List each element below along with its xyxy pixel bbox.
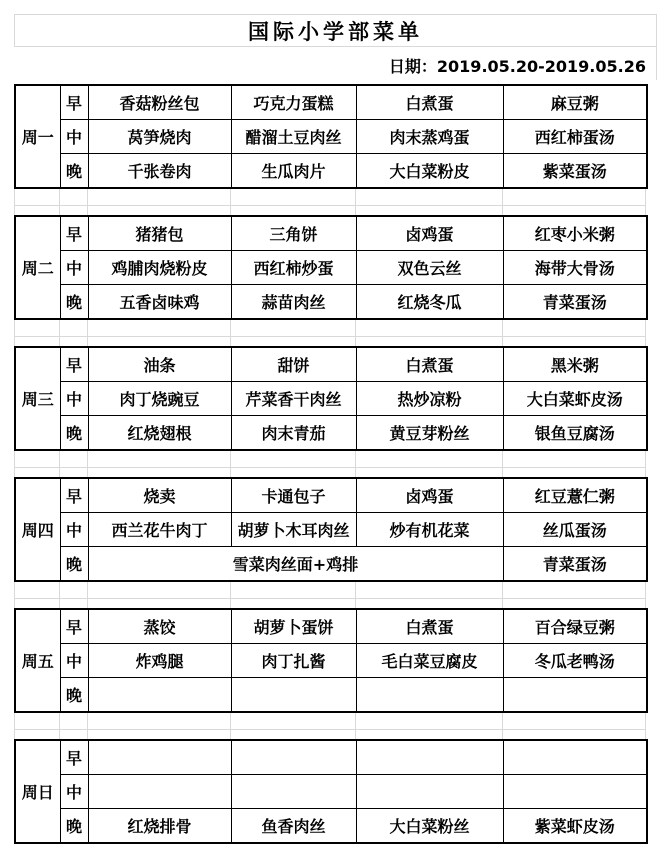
dish-cell: 冬瓜老鸭汤 bbox=[503, 644, 647, 678]
dish-cell bbox=[356, 678, 503, 713]
meal-label: 晚 bbox=[60, 285, 88, 320]
meal-label: 中 bbox=[60, 644, 88, 678]
dish-cell bbox=[231, 740, 356, 775]
dish-cell: 莴笋烧肉 bbox=[88, 120, 231, 154]
meal-label: 早 bbox=[60, 216, 88, 251]
dish-cell: 猪猪包 bbox=[88, 216, 231, 251]
block-gap bbox=[14, 582, 646, 608]
dish-cell: 热炒凉粉 bbox=[356, 382, 503, 416]
menu-row bbox=[15, 416, 647, 451]
menu-row bbox=[15, 216, 647, 251]
dish-cell: 红烧冬瓜 bbox=[356, 285, 503, 320]
menu-row bbox=[15, 609, 647, 644]
menu-table-area bbox=[14, 84, 646, 844]
dish-cell: 香菇粉丝包 bbox=[88, 85, 231, 120]
menu-row bbox=[15, 513, 647, 547]
dish-cell bbox=[88, 775, 231, 809]
menu-row bbox=[15, 154, 647, 189]
meal-label: 中 bbox=[60, 251, 88, 285]
dish-cell: 五香卤味鸡 bbox=[88, 285, 231, 320]
dish-cell: 紫菜虾皮汤 bbox=[503, 809, 647, 844]
dish-cell: 炒有机花菜 bbox=[356, 513, 503, 547]
dish-cell: 蒸饺 bbox=[88, 609, 231, 644]
dish-cell: 胡萝卜木耳肉丝 bbox=[231, 513, 356, 547]
dish-cell: 双色云丝 bbox=[356, 251, 503, 285]
meal-label: 晚 bbox=[60, 809, 88, 844]
dish-cell: 西兰花牛肉丁 bbox=[88, 513, 231, 547]
dish-cell: 紫菜蛋汤 bbox=[503, 154, 647, 189]
dish-cell: 巧克力蛋糕 bbox=[231, 85, 356, 120]
dish-cell: 油条 bbox=[88, 347, 231, 382]
menu-row bbox=[15, 740, 647, 775]
dish-cell: 千张卷肉 bbox=[88, 154, 231, 189]
dish-cell bbox=[356, 740, 503, 775]
dish-cell bbox=[231, 775, 356, 809]
dish-cell: 生瓜肉片 bbox=[231, 154, 356, 189]
dish-cell: 大白菜粉皮 bbox=[356, 154, 503, 189]
menu-row bbox=[15, 251, 647, 285]
dish-cell bbox=[503, 775, 647, 809]
dish-cell: 鸡脯肉烧粉皮 bbox=[88, 251, 231, 285]
menu-row bbox=[15, 775, 647, 809]
menu-row bbox=[15, 547, 647, 582]
dish-cell: 卤鸡蛋 bbox=[356, 216, 503, 251]
dish-cell: 黄豆芽粉丝 bbox=[356, 416, 503, 451]
dish-cell bbox=[356, 775, 503, 809]
block-gap bbox=[14, 189, 646, 215]
meal-label: 早 bbox=[60, 609, 88, 644]
menu-row bbox=[15, 644, 647, 678]
dish-cell: 白煮蛋 bbox=[356, 347, 503, 382]
dish-cell: 卡通包子 bbox=[231, 478, 356, 513]
meal-label: 早 bbox=[60, 347, 88, 382]
meal-label: 早 bbox=[60, 85, 88, 120]
menu-row bbox=[15, 285, 647, 320]
dish-cell: 红烧翅根 bbox=[88, 416, 231, 451]
day-label: 周日 bbox=[15, 740, 60, 843]
dish-cell: 白煮蛋 bbox=[356, 609, 503, 644]
dish-cell: 卤鸡蛋 bbox=[356, 478, 503, 513]
meal-label: 中 bbox=[60, 775, 88, 809]
day-label: 周一 bbox=[15, 85, 60, 188]
day-block-2 bbox=[14, 215, 648, 320]
meal-label: 晚 bbox=[60, 547, 88, 582]
dish-cell: 麻豆粥 bbox=[503, 85, 647, 120]
day-block-5 bbox=[14, 608, 648, 713]
day-label: 周二 bbox=[15, 216, 60, 319]
dish-cell: 胡萝卜蛋饼 bbox=[231, 609, 356, 644]
dish-cell: 肉末青茄 bbox=[231, 416, 356, 451]
dish-cell: 烧卖 bbox=[88, 478, 231, 513]
dish-cell: 青菜蛋汤 bbox=[503, 547, 647, 582]
dish-cell: 蒜苗肉丝 bbox=[231, 285, 356, 320]
menu-row bbox=[15, 678, 647, 713]
block-gap bbox=[14, 320, 646, 346]
day-block-3 bbox=[14, 346, 648, 451]
dish-cell: 肉末蒸鸡蛋 bbox=[356, 120, 503, 154]
dish-cell: 西红柿炒蛋 bbox=[231, 251, 356, 285]
dish-cell: 西红柿蛋汤 bbox=[503, 120, 647, 154]
dish-cell: 银鱼豆腐汤 bbox=[503, 416, 647, 451]
day-label: 周四 bbox=[15, 478, 60, 581]
dish-cell: 肉丁扎酱 bbox=[231, 644, 356, 678]
block-gap bbox=[14, 451, 646, 477]
meal-label: 早 bbox=[60, 740, 88, 775]
meal-label: 晚 bbox=[60, 678, 88, 713]
dish-cell: 百合绿豆粥 bbox=[503, 609, 647, 644]
meal-label: 中 bbox=[60, 513, 88, 547]
dish-cell: 白煮蛋 bbox=[356, 85, 503, 120]
dish-cell: 三角饼 bbox=[231, 216, 356, 251]
day-label: 周五 bbox=[15, 609, 60, 712]
dish-cell: 丝瓜蛋汤 bbox=[503, 513, 647, 547]
dish-cell: 雪菜肉丝面+鸡排 bbox=[88, 547, 503, 582]
menu-row bbox=[15, 85, 647, 120]
menu-row bbox=[15, 347, 647, 382]
dish-cell: 毛白菜豆腐皮 bbox=[356, 644, 503, 678]
meal-label: 晚 bbox=[60, 416, 88, 451]
dish-cell: 醋溜土豆肉丝 bbox=[231, 120, 356, 154]
date-label: 日期：2019.05.20-2019.05.26 bbox=[388, 57, 646, 76]
meal-label: 中 bbox=[60, 120, 88, 154]
dish-cell: 炸鸡腿 bbox=[88, 644, 231, 678]
day-block-4 bbox=[14, 477, 648, 582]
dish-cell bbox=[503, 740, 647, 775]
meal-label: 晚 bbox=[60, 154, 88, 189]
day-label: 周三 bbox=[15, 347, 60, 450]
meal-label: 中 bbox=[60, 382, 88, 416]
menu-row bbox=[15, 478, 647, 513]
dish-cell: 芹菜香干肉丝 bbox=[231, 382, 356, 416]
dish-cell bbox=[88, 678, 231, 713]
dish-cell: 红豆薏仁粥 bbox=[503, 478, 647, 513]
sheet-gridline bbox=[656, 14, 657, 80]
menu-row bbox=[15, 809, 647, 844]
dish-cell: 海带大骨汤 bbox=[503, 251, 647, 285]
dish-cell bbox=[88, 740, 231, 775]
dish-cell: 肉丁烧豌豆 bbox=[88, 382, 231, 416]
dish-cell: 鱼香肉丝 bbox=[231, 809, 356, 844]
dish-cell: 黑米粥 bbox=[503, 347, 647, 382]
dish-cell: 红烧排骨 bbox=[88, 809, 231, 844]
dish-cell bbox=[231, 678, 356, 713]
menu-row bbox=[15, 120, 647, 154]
dish-cell: 红枣小米粥 bbox=[503, 216, 647, 251]
block-gap bbox=[14, 713, 646, 739]
dish-cell: 青菜蛋汤 bbox=[503, 285, 647, 320]
day-block-1 bbox=[14, 84, 648, 189]
menu-row bbox=[15, 382, 647, 416]
day-block-6 bbox=[14, 739, 648, 844]
dish-cell: 大白菜粉丝 bbox=[356, 809, 503, 844]
dish-cell bbox=[503, 678, 647, 713]
page-title: 国际小学部菜单 bbox=[14, 14, 657, 47]
meal-label: 早 bbox=[60, 478, 88, 513]
dish-cell: 甜饼 bbox=[231, 347, 356, 382]
dish-cell: 大白菜虾皮汤 bbox=[503, 382, 647, 416]
